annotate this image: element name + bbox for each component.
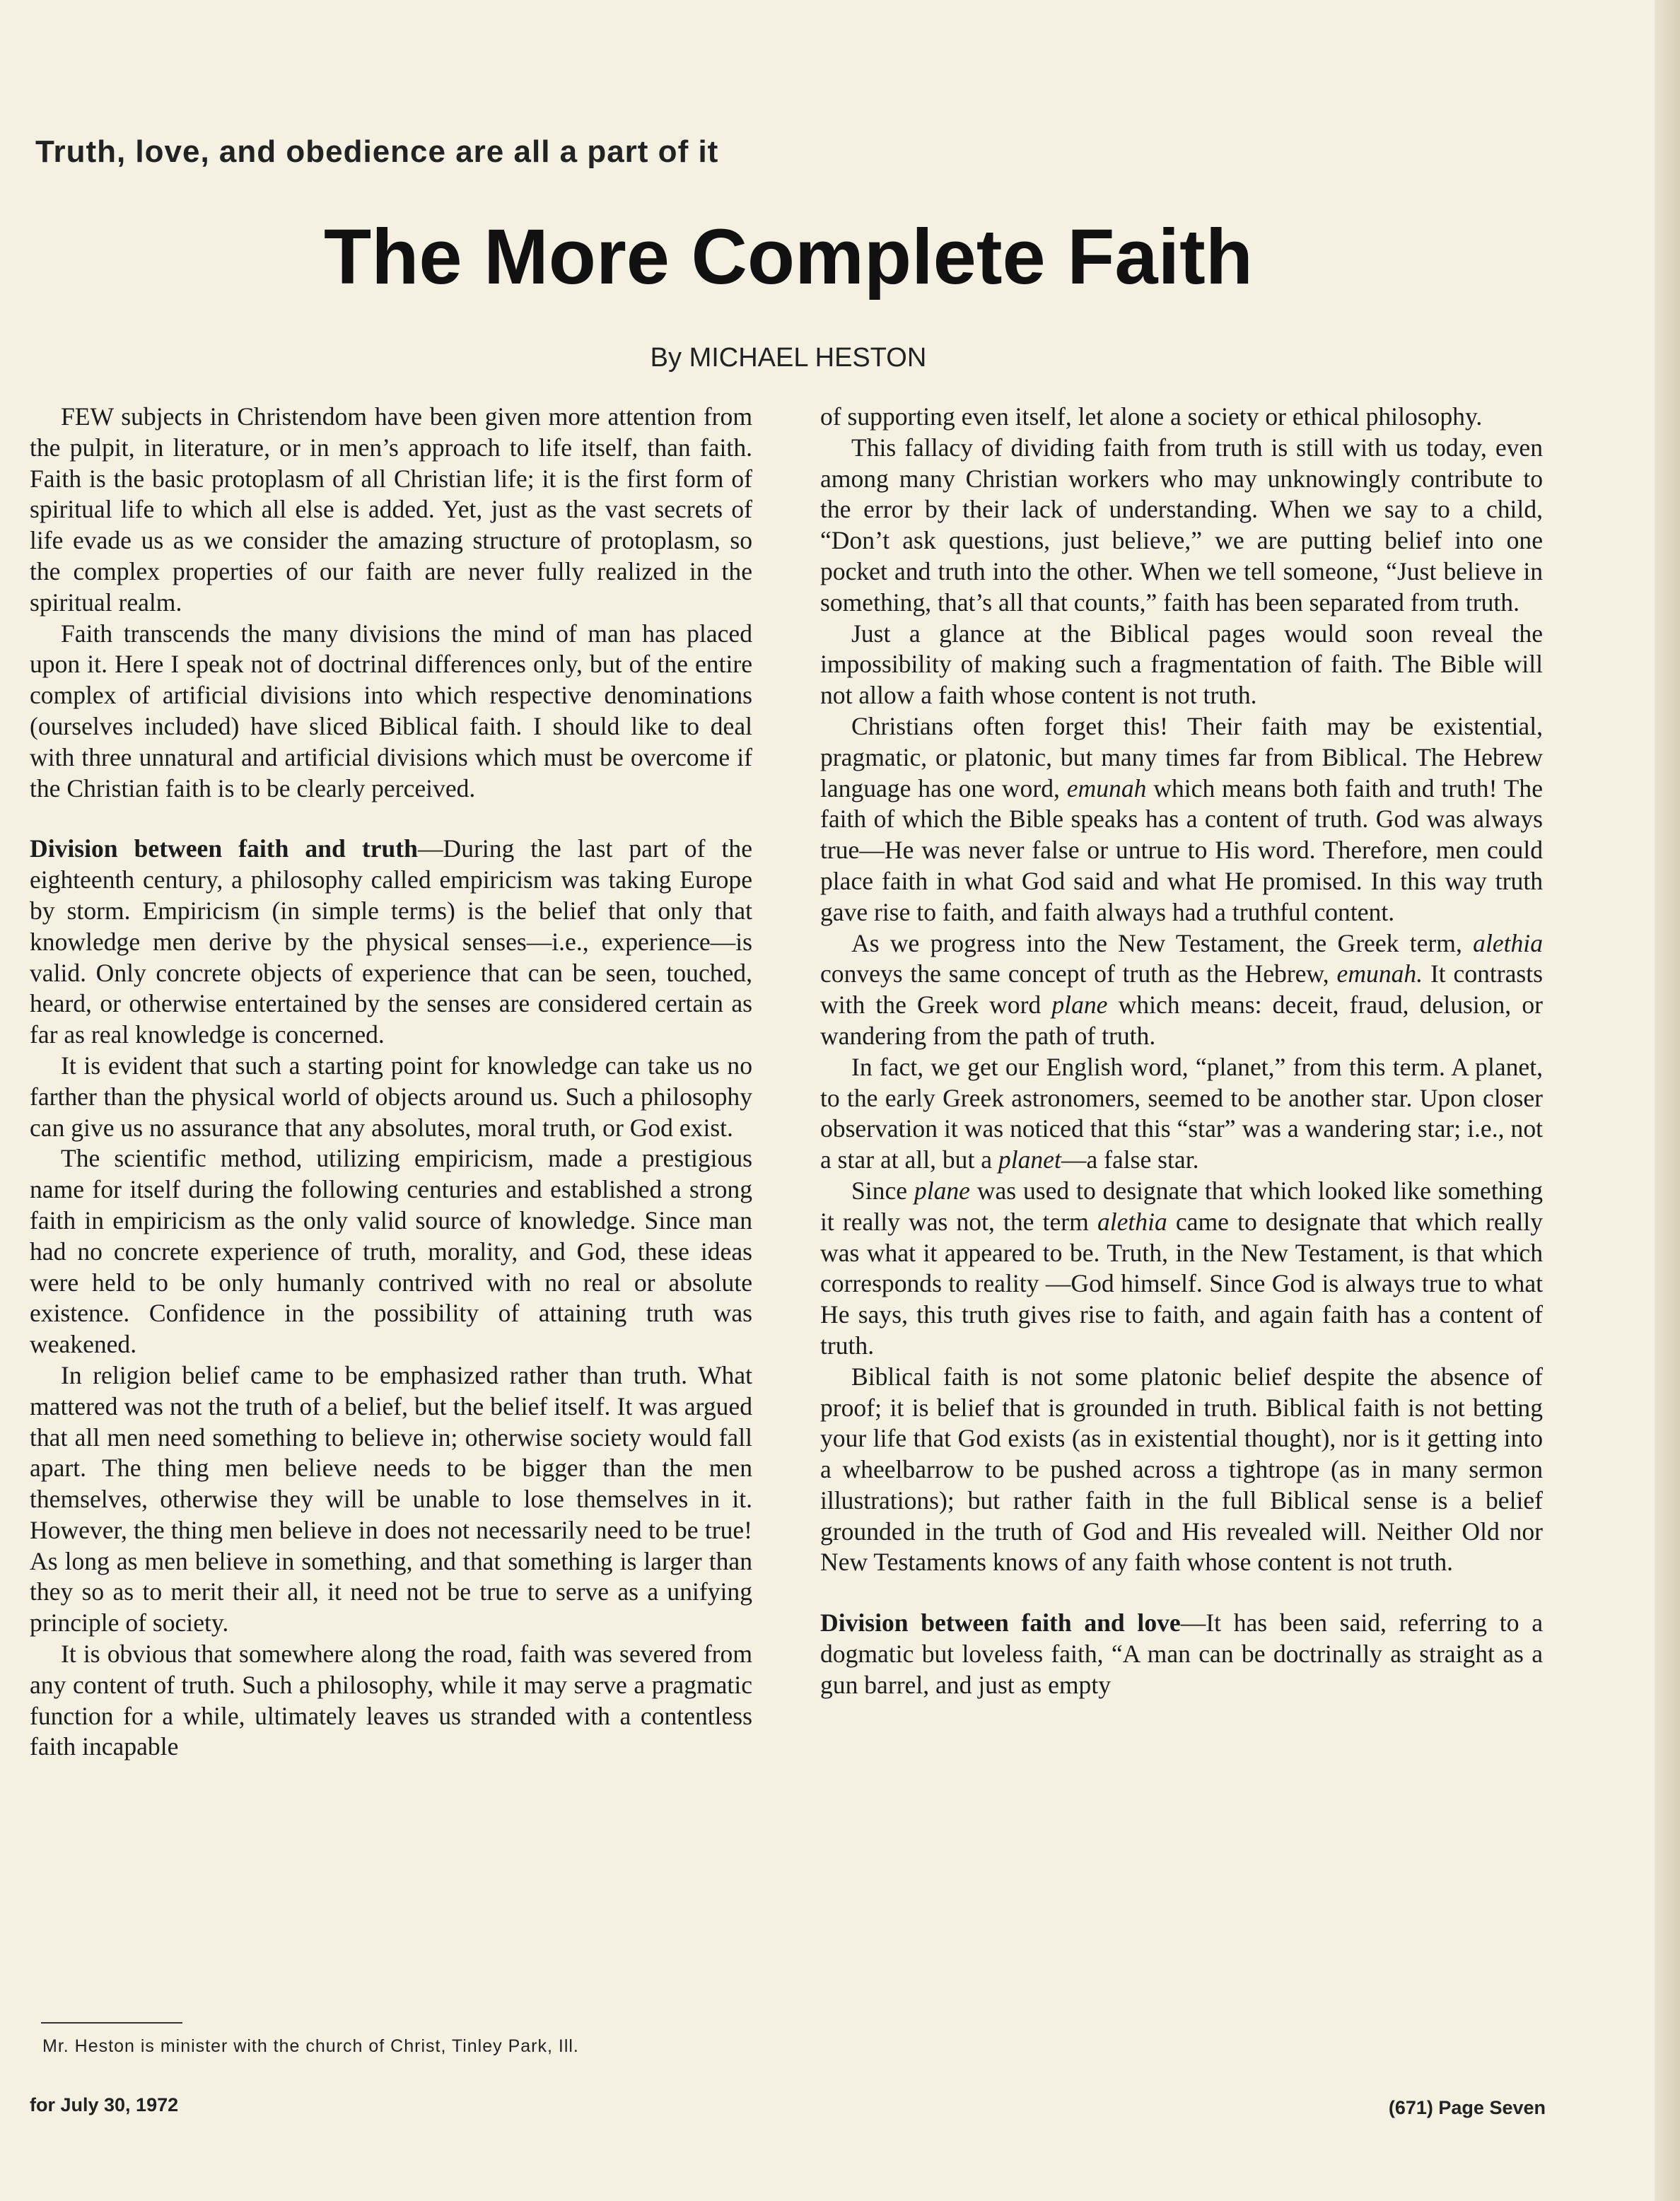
italic-term: planet	[998, 1145, 1061, 1174]
text-run: It contrasts with the Greek word	[820, 959, 1543, 1020]
paragraph: The scientific method, utilizing empiricism, made a prestigious name for itself during the following centuries and established a strong faith in empiricism as the only valid source of knowledge. Since man had no concrete experience of truth, morality, and God, these ideas were held to be only humanly contrived with no real or absolute existence. Confidence in the possibility of attaining truth was weakened.	[30, 1144, 752, 1359]
paragraph-with-heading	[30, 834, 752, 1051]
text-run: which means both faith and truth! The faith of which the Bible speaks has a content of truth. God was always true—He was never false or untrue to His word. Therefore, men could place faith in what God said and what He promised. In this way truth gave rise to faith, and faith always had a truthful content.	[820, 773, 1543, 926]
section-heading: Division between faith and truth	[30, 834, 418, 863]
italic-term: emunah	[1066, 773, 1147, 802]
paragraph: Biblical faith is not some platonic belief despite the absence of proof; it is belief that is grounded in truth. Biblical faith is not betting your life that God exists (as in existential thought), nor is it getting into a wheelbarrow to be pushed across a tightrope (as in many sermon illustrations); but rather faith in the full Biblical sense is a belief grounded in the truth of God and His revealed will. Neither Old nor New Testaments knows of any faith whose content is not truth.	[820, 1362, 1543, 1577]
paragraph: of supporting even itself, let alone a society or ethical philosophy.	[820, 402, 1483, 431]
issue-date: for July 30, 1972	[30, 2094, 179, 2115]
footnote-rule	[41, 2022, 182, 2024]
italic-term: alethia	[1097, 1207, 1167, 1236]
paragraph	[820, 1052, 1543, 1176]
article-kicker: Truth, love, and obedience are all a part of it	[35, 134, 719, 169]
text-run: came to designate that which really was what it appeared to be. Truth, in the New Testament, is that which corresponds to reality —God himself. Since God is always true to what He says, this truth gives rise to faith, and again faith has a content of truth.	[820, 1207, 1543, 1360]
paragraph: FEW subjects in Christendom have been given more attention from the pulpit, in literature, or in men’s approach to life itself, than faith. Faith is the basic protoplasm of all Christian life; it is the first form of spiritual life to which all else is added. Yet, just as the vast secrets of life evade us as we consider the amazing structure of protoplasm, so the complex properties of our faith are never fully realized in the spiritual realm.	[30, 402, 752, 617]
paragraph: It is evident that such a starting point for knowledge can take us no farther than the physical world of objects around us. Such a philosophy can give us no assurance that any absolutes, moral truth, or God exist.	[30, 1051, 752, 1142]
paragraph-text: —During the last part of the eighteenth century, a philosophy called empiricism was taking Europe by storm. Empiricism (in simple terms) is the belief that only that knowledge men derive by the physical senses—i.e., experience—is valid. Only concrete objects of experience that can be seen, touched, heard, or otherwise entertained by the senses are considered certain as far as real knowledge is concerned.	[30, 834, 752, 1049]
italic-term: plane	[1051, 991, 1108, 1020]
page-number: (671) Page Seven	[1388, 2097, 1546, 2118]
text-run: was used to designate that which looked like something it really was not, the term	[820, 1176, 1543, 1236]
paragraph: Just a glance at the Biblical pages would soon reveal the impossibility of making such a fragmentation of faith. The Bible will not allow a faith whose content is not truth.	[820, 619, 1543, 710]
italic-term: emunah.	[1336, 959, 1423, 988]
article-byline: By MICHAEL HESTON	[650, 343, 927, 373]
text-run: As we progress into the New Testament, the Greek term,	[851, 928, 1474, 957]
text-run: —a false star.	[1061, 1145, 1199, 1174]
paragraph: It is obvious that somewhere along the road, faith was severed from any content of truth. Such a philosophy, while it may serve a pragmatic function for a while, ultimately leaves us stranded with a contentless faith incapable	[30, 1640, 752, 1761]
text-run: In fact, we get our English word, “planet,” from this term. A planet, to the early Greek astronomers, seemed to be another star. Upon closer observation it was noticed that this “star” was a wandering star; i.e., not a star at all, but a	[820, 1052, 1543, 1174]
text-run: Christians often forget this! Their faith may be existential, pragmatic, or platonic, but many times far from Biblical. The Hebrew language has one word,	[820, 711, 1543, 802]
paragraph	[820, 711, 1543, 928]
right-column	[820, 402, 1543, 1701]
page-edge	[1655, 0, 1680, 2201]
section-heading: Division between faith and love	[820, 1609, 1181, 1637]
article-title: The More Complete Faith	[324, 214, 1253, 300]
left-column	[30, 402, 752, 1763]
paragraph: Faith transcends the many divisions the mind of man has placed upon it. Here I speak not of doctrinal differences only, but of the entire complex of artificial divisions into which respective denominations (ourselves included) have sliced Biblical faith. I should like to deal with three unnatural and artificial divisions which must be overcome if the Christian faith is to be clearly perceived.	[30, 619, 752, 802]
text-run: conveys the same concept of truth as the Hebrew,	[820, 959, 1337, 988]
paragraph-with-heading	[820, 1608, 1543, 1700]
paragraph	[820, 1176, 1543, 1362]
italic-term: alethia	[1473, 928, 1543, 957]
text-run: Since	[851, 1176, 914, 1205]
paragraph-text: —It has been said, referring to a dogmatic but loveless faith, “A man can be doctrinally as straight as a gun barrel, and just as empty	[820, 1609, 1543, 1699]
paragraph: In religion belief came to be emphasized rather than truth. What mattered was not the truth of a belief, but the belief itself. It was argued that all men need something to believe in; otherwise society would fall apart. The thing men believe needs to be bigger than the men themselves, otherwise they will be unable to lose themselves in it. However, the thing men believe in does not necessarily need to be true! As long as men believe in something, and that something is larger than they so as to merit their all, it need not be true to serve as a unifying principle of society.	[30, 1360, 752, 1637]
paragraph: This fallacy of dividing faith from truth is still with us today, even among many Christian workers who may unknowingly contribute to the error by their lack of understanding. When we say to a child, “Don’t ask questions, just believe,” we are putting belief into one pocket and truth into the other. When we tell someone, “Just believe in something, that’s all that counts,” faith has been separated from truth.	[820, 433, 1543, 617]
text-run: which means: deceit, fraud, delusion, or wandering from the path of truth.	[820, 991, 1543, 1050]
paragraph	[820, 928, 1543, 1052]
author-footnote: Mr. Heston is minister with the church of Christ, Tinley Park, Ill.	[42, 2036, 579, 2056]
italic-term: plane	[914, 1176, 970, 1205]
